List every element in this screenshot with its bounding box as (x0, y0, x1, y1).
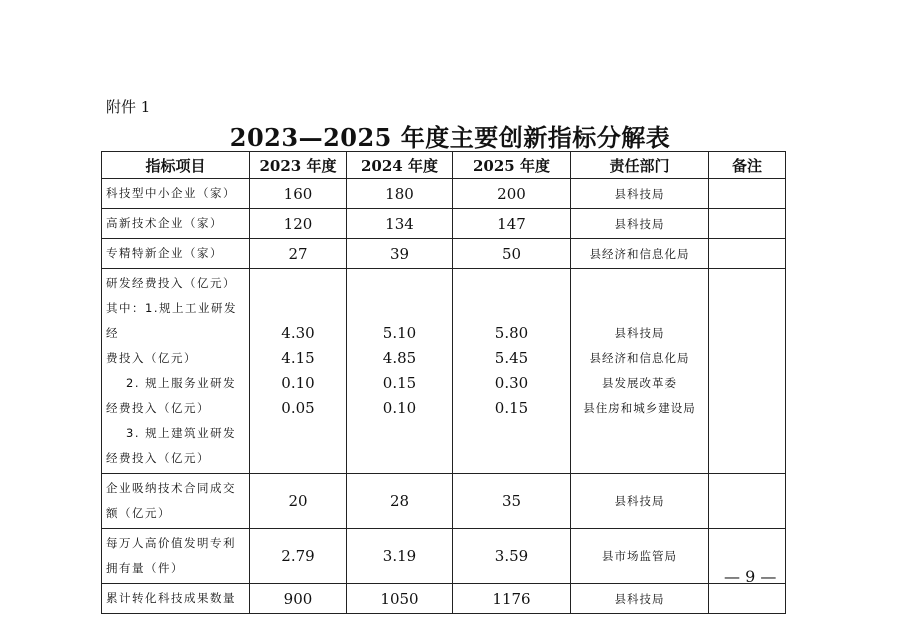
item-line: 拥有量（件） (106, 561, 184, 575)
table-row-rd (102, 269, 786, 474)
dept: 县经济和信息化局 (589, 351, 690, 365)
value-2024: 134 (347, 209, 453, 239)
value-2025: 200 (453, 179, 571, 209)
note-cell (709, 584, 786, 614)
header-note: 备注 (709, 152, 786, 179)
rd-line: 其中：1.规上工业研发经 (106, 301, 237, 340)
value-2023: 160 (250, 179, 347, 209)
note-cell (709, 239, 786, 269)
value-2024: 39 (347, 239, 453, 269)
item-cell: 专精特新企业（家） (102, 239, 250, 269)
value: 4.85 (382, 349, 417, 367)
value-2023: 900 (250, 584, 347, 614)
value: 5.45 (494, 349, 529, 367)
rd-line: 2. 规上服务业研发 (126, 376, 237, 390)
value: 0.10 (382, 399, 417, 417)
rd-line: 研发经费投入（亿元） (106, 276, 236, 290)
value-2025: 147 (453, 209, 571, 239)
value-2025 (453, 269, 571, 474)
table-row (102, 209, 786, 239)
value-2024 (347, 269, 453, 474)
value-2023 (250, 269, 347, 474)
value: 5.10 (382, 324, 417, 342)
dept-cell: 县科技局 (571, 179, 709, 209)
table-header-row (102, 152, 786, 179)
value: 0.30 (494, 374, 529, 392)
note-cell (709, 179, 786, 209)
dept-cell: 县科技局 (571, 474, 709, 529)
header-2025: 2025 年度 (453, 152, 571, 179)
header-item: 指标项目 (102, 152, 250, 179)
page-number: — 9 — (724, 567, 777, 586)
dept-cell: 县经济和信息化局 (571, 239, 709, 269)
table-row (102, 474, 786, 529)
item-line: 每万人高价值发明专利 (106, 536, 236, 550)
value-2024: 1050 (347, 584, 453, 614)
table-row (102, 529, 786, 584)
value-2024: 3.19 (347, 529, 453, 584)
dept-cell: 县市场监管局 (571, 529, 709, 584)
value-2025: 50 (453, 239, 571, 269)
value-2023: 27 (250, 239, 347, 269)
value: 0.15 (382, 374, 417, 392)
note-cell (709, 269, 786, 474)
header-dept: 责任部门 (571, 152, 709, 179)
header-2023: 2023 年度 (250, 152, 347, 179)
attachment-label: 附件 1 (106, 98, 151, 116)
value-2023: 20 (250, 474, 347, 529)
value: 4.30 (281, 324, 315, 342)
value-2025: 3.59 (453, 529, 571, 584)
dept-cell: 县科技局 (571, 209, 709, 239)
dept-cell (571, 269, 709, 474)
value: 0.10 (281, 374, 315, 392)
note-cell (709, 474, 786, 529)
value-2024: 180 (347, 179, 453, 209)
value-2023: 120 (250, 209, 347, 239)
value: 5.80 (494, 324, 529, 342)
dept: 县发展改革委 (602, 376, 677, 390)
table-row (102, 179, 786, 209)
note-cell (709, 209, 786, 239)
item-cell: 高新技术企业（家） (102, 209, 250, 239)
item-line: 企业吸纳技术合同成交 (106, 481, 236, 495)
indicator-table (101, 151, 786, 614)
dept: 县住房和城乡建设局 (583, 401, 696, 415)
value: 0.05 (281, 399, 315, 417)
table-row (102, 584, 786, 614)
value: 0.15 (494, 399, 529, 417)
rd-line: 经费投入（亿元） (106, 401, 210, 415)
table-row (102, 239, 786, 269)
item-cell: 科技型中小企业（家） (102, 179, 250, 209)
value: 4.15 (281, 349, 315, 367)
item-cell (102, 529, 250, 584)
dept: 县科技局 (614, 326, 665, 340)
item-line: 额（亿元） (106, 506, 171, 520)
value-2023: 2.79 (250, 529, 347, 584)
dept-cell: 县科技局 (571, 584, 709, 614)
header-2024: 2024 年度 (347, 152, 453, 179)
value-2025: 1176 (453, 584, 571, 614)
item-cell (102, 269, 250, 474)
page-title: 2023—2025 年度主要创新指标分解表 (229, 123, 671, 152)
item-cell (102, 474, 250, 529)
item-cell: 累计转化科技成果数量 (102, 584, 250, 614)
value-2024: 28 (347, 474, 453, 529)
rd-line: 3. 规上建筑业研发 (126, 426, 237, 440)
rd-line: 费投入（亿元） (106, 351, 197, 365)
rd-line: 经费投入（亿元） (106, 451, 210, 465)
value-2025: 35 (453, 474, 571, 529)
